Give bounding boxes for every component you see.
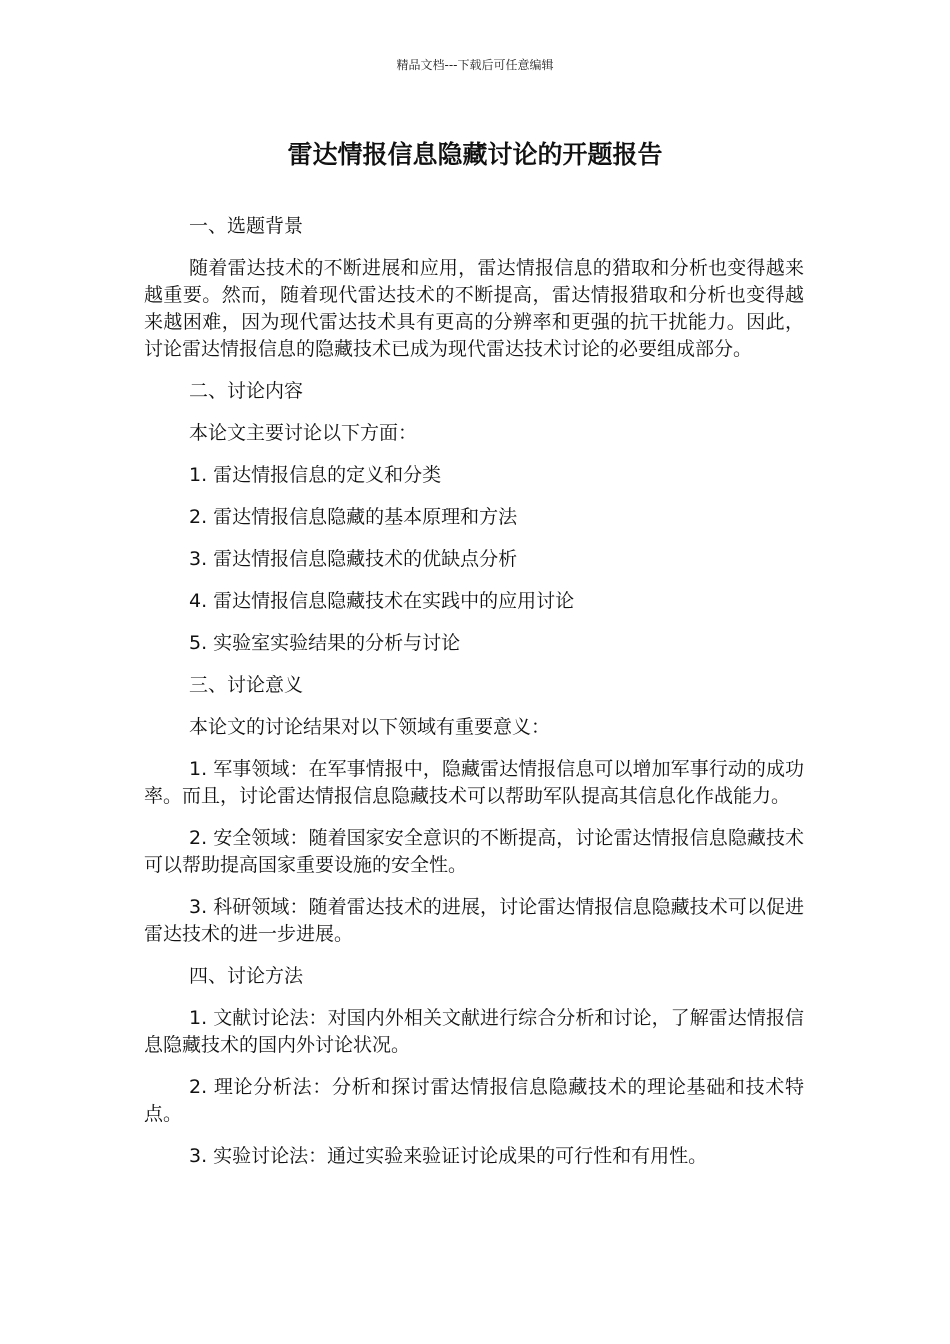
section-heading-significance: 三、讨论意义 [189,674,304,696]
page-header: 精品文档---下载后可任意编辑 [396,58,554,72]
section-heading-background: 一、选题背景 [189,215,304,237]
section-heading-content: 二、讨论内容 [189,380,304,402]
content-item: 5. 实验室实验结果的分析与讨论 [189,632,461,654]
significance-item: 2. 安全领域：随着国家安全意识的不断提高，讨论雷达情报信息隐藏技术可以帮助提高国家重要设施的安全性。 [144,827,804,876]
significance-intro: 本论文的讨论结果对以下领域有重要意义： [189,716,551,738]
content-item: 3. 雷达情报信息隐藏技术的优缺点分析 [189,548,518,570]
method-item: 1. 文献讨论法：对国内外相关文献进行综合分析和讨论，了解雷达情报信息隐藏技术的国内外讨论状况。 [144,1007,804,1056]
significance-item: 3. 科研领域：随着雷达技术的进展，讨论雷达情报信息隐藏技术可以促进雷达技术的进一步进展。 [144,896,804,945]
significance-item: 1. 军事领域：在军事情报中，隐藏雷达情报信息可以增加军事行动的成功率。而且，讨论雷达情报信息隐藏技术可以帮助军队提高其信息化作战能力。 [144,758,804,807]
content-item: 2. 雷达情报信息隐藏的基本原理和方法 [189,506,518,528]
content-item: 1. 雷达情报信息的定义和分类 [189,464,442,486]
document-title: 雷达情报信息隐藏讨论的开题报告 [287,140,663,169]
content-intro: 本论文主要讨论以下方面： [189,422,418,444]
method-item: 3. 实验讨论法：通过实验来验证讨论成果的可行性和有用性。 [189,1145,708,1167]
section-heading-methods: 四、讨论方法 [189,965,304,987]
background-paragraph: 随着雷达技术的不断进展和应用，雷达情报信息的猎取和分析也变得越来越重要。然而，随着现代雷达技术的不断提高，雷达情报猎取和分析也变得越来越困难，因为现代雷达技术具有更高的分辨率和更强的抗干扰能力。因此，讨论雷达情报信息的隐藏技术已成为现代雷达技术讨论的必要组成部分。 [144,257,804,360]
content-item: 4. 雷达情报信息隐藏技术在实践中的应用讨论 [189,590,575,612]
document-body [144,213,804,1185]
method-item: 2. 理论分析法：分析和探讨雷达情报信息隐藏技术的理论基础和技术特点。 [144,1076,804,1125]
